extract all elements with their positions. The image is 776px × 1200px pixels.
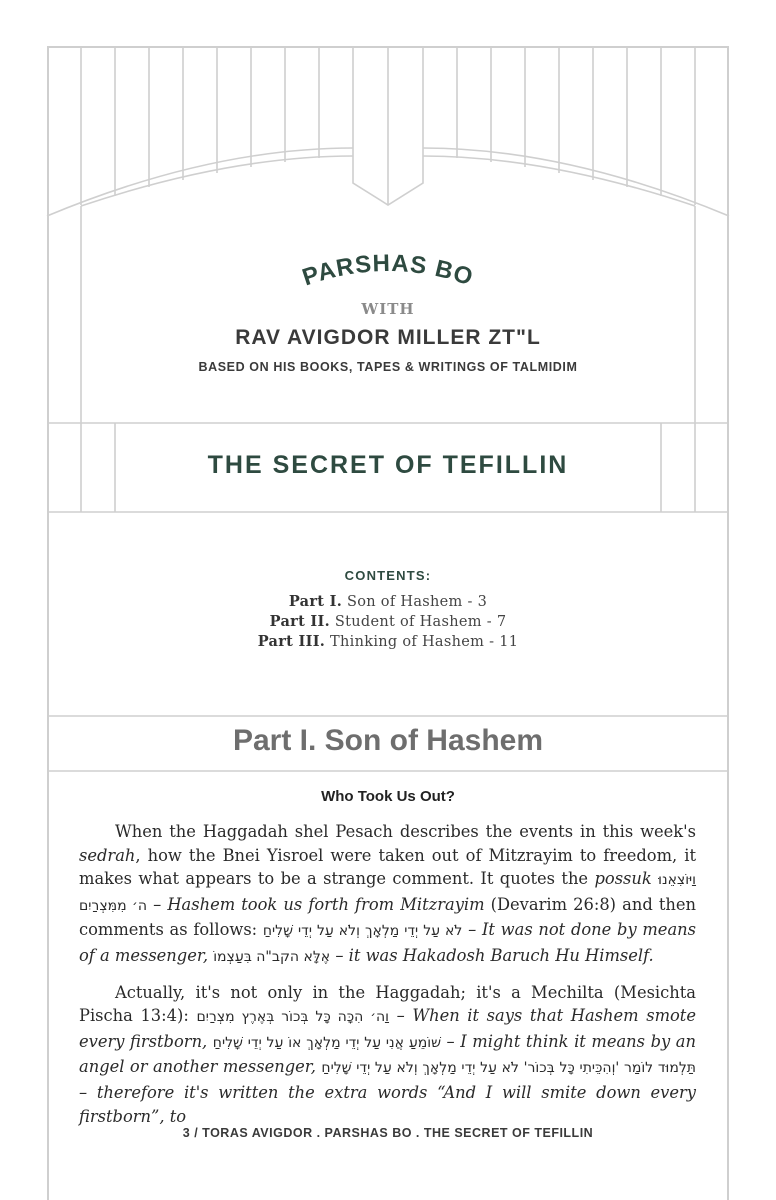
section-title: Part I. Son of Hashem xyxy=(232,724,544,757)
toc-part-title: Thinking of Hashem - 11 xyxy=(330,634,519,650)
paragraph: Actually, it's not only in the Haggadah; it's a Mechilta (Mesichta Pischa 13:4): וַה׳ הִכָּה כָּל בְּכוֹר בְּאֶרֶץ מִצְרַיִם – When it says that Hashem smote every firstborn, שׁוֹמֵעַ אֲנִי עַל יְדֵי מַלְאָךְ אוֹ עַל יְדֵי שָׁלִיחַ – I might think it means by an angel or another messenger, תַּלְמוּד לוֹמַר 'וְהִכֵּיתִי כָּל בְּכוֹר' לֹא עַל יְדֵי מַלְאָךְ וְלֹא עַל יְדֵי שָׁלִיחַ – therefore it's written the extra words “And I will smite down every firstborn”, to xyxy=(79,982,696,1126)
with-label: WITH xyxy=(361,300,415,318)
toc-item[interactable] xyxy=(47,632,729,652)
parshas-title-arc xyxy=(0,0,776,300)
page-footer: 3 / TORAS AVIGDOR . PARSHAS BO . THE SECRET OF TEFILLIN xyxy=(182,1126,594,1140)
parshas-title: PARSHAS BO xyxy=(299,249,477,292)
body-text xyxy=(79,820,696,1139)
toc-part-label: Part II. xyxy=(269,613,330,630)
toc-part-title: Student of Hashem - 7 xyxy=(334,614,507,630)
toc-part-title: Son of Hashem - 3 xyxy=(346,594,488,610)
toc-part-label: Part I. xyxy=(288,593,343,610)
svg-text:PARSHAS BO xyxy=(299,250,477,292)
toc-part-label: Part III. xyxy=(257,633,326,650)
author-name: RAV AVIGDOR MILLER ZT"L xyxy=(235,326,541,349)
subheading: Who Took Us Out? xyxy=(321,788,455,805)
table-of-contents xyxy=(47,592,729,652)
toc-item[interactable] xyxy=(47,592,729,612)
paragraph: When the Haggadah shel Pesach describes the events in this week's sedrah, how the Bnei Yisroel were taken out of Mitzrayim to freedom, it makes what appears to be a strange comment. It quotes the possuk וַיּוֹצִאֵנוּ ה׳ מִמִּצְרַיִם – Hashem took us forth from Mitzrayim (Devarim 26:8) and then comments as follows: לֹא עַל יְדֵי מַלְאָךְ וְלֹא עַל יְדֵי שָׁלִיחַ – It was not done by means of a messenger, אֶלָּא הקב"ה בִּעַצְמוֹ – it was Hakadosh Baruch Hu Himself. xyxy=(79,822,696,965)
based-on-line: BASED ON HIS BOOKS, TAPES & WRITINGS OF TALMIDIM xyxy=(198,360,578,374)
contents-heading: CONTENTS: xyxy=(344,568,432,583)
article-title: THE SECRET OF TEFILLIN xyxy=(207,451,569,479)
toc-item[interactable] xyxy=(47,612,729,632)
